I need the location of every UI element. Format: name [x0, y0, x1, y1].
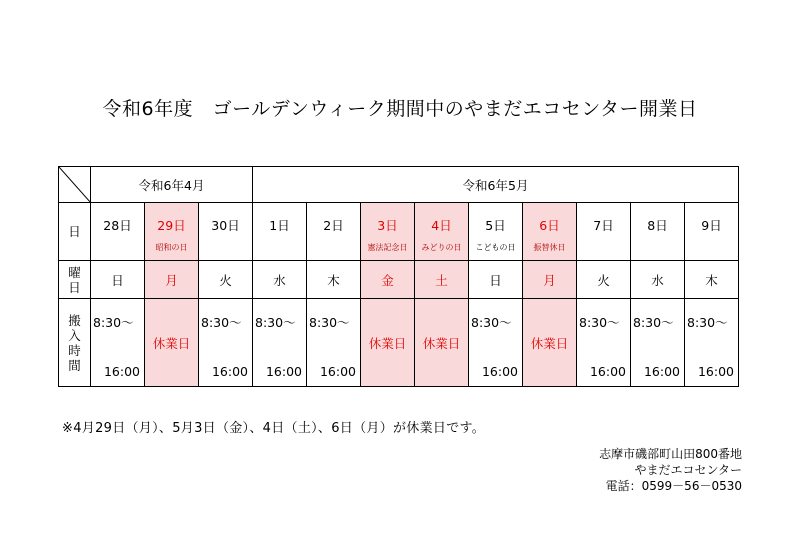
corner-cell	[59, 167, 91, 203]
weekday-label: 月	[543, 272, 556, 288]
hours-cell	[199, 299, 253, 387]
holiday-name: 昭和の日	[155, 243, 188, 252]
closed-label: 休業日	[152, 335, 191, 351]
weekday-label: 水	[651, 272, 664, 288]
weekday-cell	[307, 261, 361, 299]
page-title: 令和6年度 ゴールデンウィーク期間中のやまだエコセンター開業日	[102, 98, 698, 120]
open-time: 8:30～	[687, 315, 728, 330]
hours-cell	[631, 299, 685, 387]
facility-name: やまだエコセンター	[634, 463, 742, 477]
day-number: 28日	[103, 218, 132, 233]
weekday-label: 木	[327, 272, 340, 288]
holiday-name: 憲法記念日	[367, 243, 408, 252]
open-time: 8:30～	[201, 315, 242, 330]
open-time: 8:30～	[471, 315, 512, 330]
weekday-cell	[199, 261, 253, 299]
closed-label: 休業日	[368, 335, 407, 351]
weekday-cell	[91, 261, 145, 299]
holiday-name: みどりの日	[421, 243, 462, 252]
weekday-label: 日	[489, 272, 502, 288]
day-cell	[577, 203, 631, 261]
open-time: 8:30～	[309, 315, 350, 330]
open-time: 8:30～	[255, 315, 296, 330]
open-time: 8:30～	[579, 315, 620, 330]
address-line: 志摩市磯部町山田800番地	[599, 447, 742, 461]
weekday-label: 木	[705, 272, 718, 288]
weekday-cell	[145, 261, 199, 299]
schedule-table	[58, 166, 739, 387]
close-time: 16:00	[319, 364, 356, 379]
close-time: 16:00	[589, 364, 626, 379]
closed-label: 休業日	[530, 335, 569, 351]
day-number: 29日	[157, 218, 186, 233]
weekday-cell	[415, 261, 469, 299]
hours-cell	[361, 299, 415, 387]
open-time: 8:30～	[93, 315, 134, 330]
day-cell	[307, 203, 361, 261]
closed-days-note: ※4月29日（月）、5月3日（金）、4日（土）、6日（月）が休業日です。	[62, 421, 486, 436]
weekday-label: 日	[111, 272, 124, 288]
close-time: 16:00	[481, 364, 518, 379]
phone-number: 電話：0599－56－0530	[605, 479, 742, 493]
weekday-cell	[253, 261, 307, 299]
weekday-label: 金	[381, 272, 394, 288]
hours-cell	[145, 299, 199, 387]
close-time: 16:00	[211, 364, 248, 379]
weekday-cell	[577, 261, 631, 299]
day-cell	[199, 203, 253, 261]
month-header-may: 令和6年5月	[253, 167, 739, 203]
day-cell	[253, 203, 307, 261]
weekday-label: 月	[165, 272, 178, 288]
day-cell	[631, 203, 685, 261]
weekday-cell	[685, 261, 739, 299]
weekday-cell	[631, 261, 685, 299]
close-time: 16:00	[643, 364, 680, 379]
close-time: 16:00	[103, 364, 140, 379]
hours-cell	[415, 299, 469, 387]
diagonal-divider	[59, 167, 91, 203]
weekday-label: 火	[597, 272, 610, 288]
month-header-april: 令和6年4月	[91, 167, 253, 203]
hours-cell	[307, 299, 361, 387]
hours-cell	[577, 299, 631, 387]
day-cell	[145, 203, 199, 261]
day-number: 3日	[377, 218, 398, 233]
day-number: 9日	[701, 218, 722, 233]
close-time: 16:00	[265, 364, 302, 379]
day-cell	[523, 203, 577, 261]
day-cell	[361, 203, 415, 261]
day-number: 1日	[269, 218, 290, 233]
day-number: 2日	[323, 218, 344, 233]
weekday-label: 水	[273, 272, 286, 288]
hours-cell	[469, 299, 523, 387]
hours-cell	[685, 299, 739, 387]
row-label-day: 日	[59, 203, 91, 261]
weekday-label: 土	[435, 272, 448, 288]
weekday-cell	[523, 261, 577, 299]
day-cell	[685, 203, 739, 261]
day-cell	[469, 203, 523, 261]
close-time: 16:00	[697, 364, 734, 379]
hours-cell	[91, 299, 145, 387]
day-number: 6日	[539, 218, 560, 233]
hours-cell	[253, 299, 307, 387]
weekday-cell	[361, 261, 415, 299]
holiday-name: こどもの日	[475, 243, 516, 252]
open-time: 8:30～	[633, 315, 674, 330]
address-block	[599, 446, 742, 494]
day-number: 8日	[647, 218, 668, 233]
row-label-hours: 搬 入 時 間	[59, 299, 91, 387]
day-number: 7日	[593, 218, 614, 233]
holiday-name: 振替休日	[533, 243, 566, 252]
row-label-weekday: 曜 日	[59, 261, 91, 299]
closed-label: 休業日	[422, 335, 461, 351]
hours-cell	[523, 299, 577, 387]
day-number: 5日	[485, 218, 506, 233]
day-number: 4日	[431, 218, 452, 233]
weekday-cell	[469, 261, 523, 299]
weekday-label: 火	[219, 272, 232, 288]
day-cell	[415, 203, 469, 261]
day-cell	[91, 203, 145, 261]
day-number: 30日	[211, 218, 240, 233]
